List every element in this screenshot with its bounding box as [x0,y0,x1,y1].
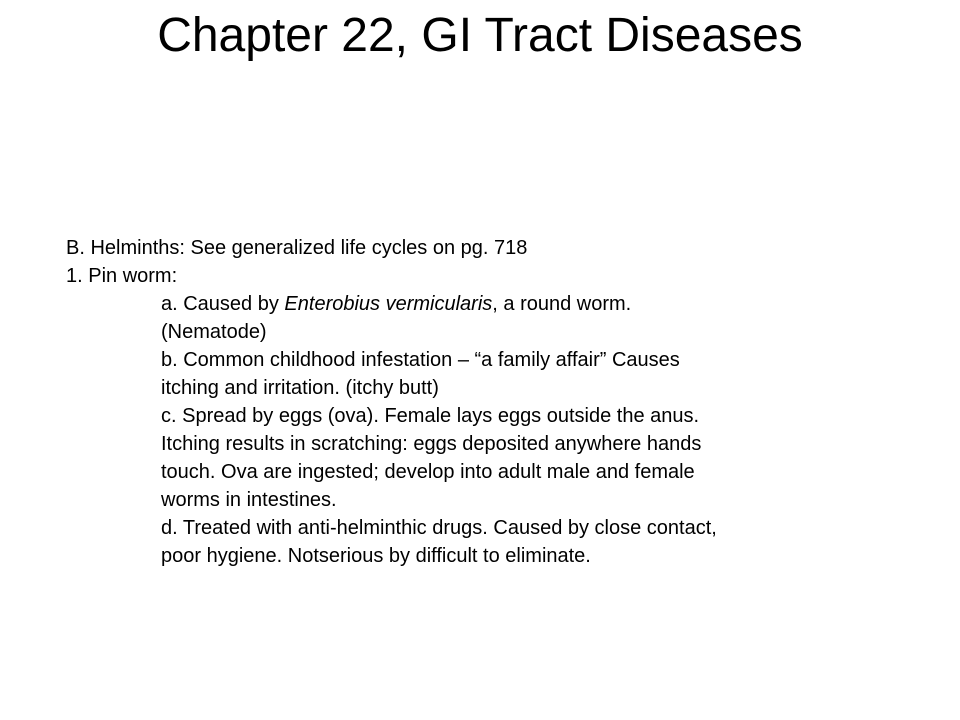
item-c-line-2: Itching results in scratching: eggs deposited anywhere hands [161,433,702,455]
item-d-line-2: poor hygiene. Notserious by difficult to eliminate. [161,545,591,567]
item-a-prefix: a. Caused by [161,293,285,315]
item-a-line-1 [66,290,906,318]
item-c-line-1: c. Spread by eggs (ova). Female lays eggs outside the anus. [161,405,700,427]
subheading: 1. Pin worm: [66,265,178,287]
item-a-scientific-name: Enterobius vermicularis [284,293,493,315]
item-c-line-4: worms in intestines. [161,489,337,511]
item-a-line-2: (Nematode) [161,321,267,343]
slide-body [66,234,906,570]
section-heading: B. Helminths: See generalized life cycles on pg. 718 [66,237,528,259]
slide-title: Chapter 22, GI Tract Diseases [157,9,803,62]
item-b-line-2: itching and irritation. (itchy butt) [161,377,439,399]
item-a-suffix: , a round worm. [492,293,632,315]
item-b-line-1: b. Common childhood infestation – “a family affair” Causes [161,349,680,371]
item-d-line-1: d. Treated with anti-helminthic drugs. Caused by close contact, [161,517,717,539]
item-c-line-3: touch. Ova are ingested; develop into adult male and female [161,461,695,483]
